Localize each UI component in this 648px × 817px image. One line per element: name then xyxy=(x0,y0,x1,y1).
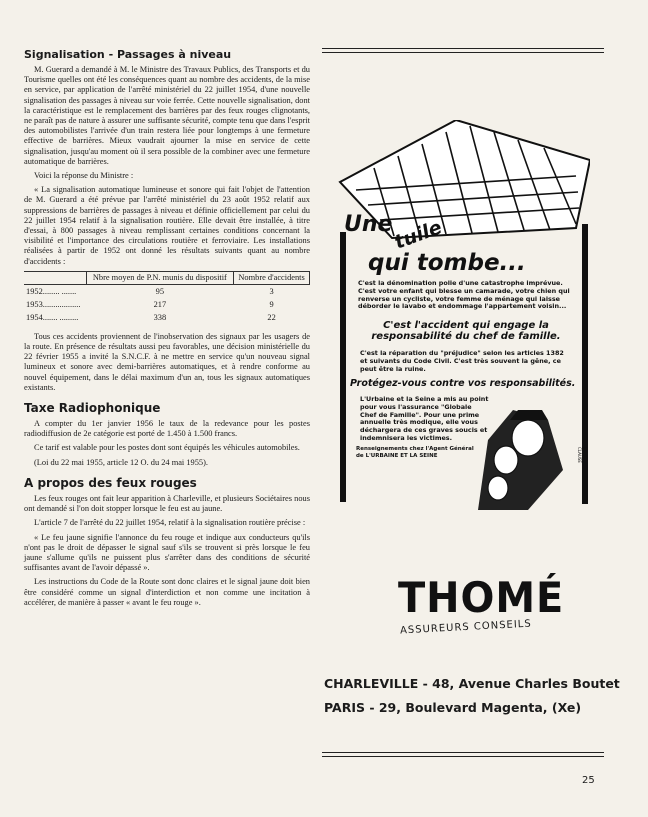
paragraph: M. Guerard a demandé à M. le Ministre des Travaux Publics, des Transports et du Tourisme quelles ont été les conséquences quant au nombre des accidents, de la mise en service, par application de l'arrêté ministériel du 22 juillet 1954, d'une nouvelle signalisation des passages à niveau sur voie ferrée. Cette nouvelle signalisation, dont la caractéristique est le remplacement des barrières par des feux rouges clignotants, ne paraît pas de nature à assurer une suffisante sécurité, compte tenu que dans l'esprit des automobilistes l'arrivée d'un train restera liée pour longtemps à une fermeture effective de barrières. Mieux vaudrait ajourner la mise en service de cette signalisation, jusqu'au moment où il sera possible de la combiner avec une fermeture automatique de barrières. xyxy=(24,65,310,166)
address-city: CHARLEVILLE xyxy=(324,676,419,691)
section-title-signalisation: Signalisation - Passages à niveau xyxy=(24,48,232,61)
table-cell: 3 xyxy=(269,286,274,296)
address-city: PARIS xyxy=(324,700,365,715)
table-row xyxy=(24,298,310,311)
table-header: Nombre d'accidents xyxy=(234,271,310,284)
ad-text: C'est la réparation du "préjudice" selon les articles 1382 et suivants du Code Civil. C'est très souvent la gêne, ce peut être la ruine. xyxy=(360,349,564,373)
paragraph: A compter du 1er janvier 1956 le taux de la redevance pour les postes radiodiffusion de 2e catégorie est porté de 1.450 à 1.500 francs. xyxy=(24,419,310,439)
ad-signature: JP-CLAUSE xyxy=(577,447,587,463)
paragraph: (Loi du 22 mai 1955, article 12 O. du 24 mai 1955). xyxy=(34,457,208,467)
ad-headline: tuile xyxy=(391,216,445,254)
ad-text: C'est la dénomination polie d'une catastrophe imprévue. C'est votre enfant qui blesse un camarade, votre chien qui renverse un cycliste, votre femme de ménage qui laisse déborder le lavabo et endommage l'appartement voisin... xyxy=(358,279,570,311)
table-cell: 217 xyxy=(153,299,167,309)
ad-text: L'Urbaine et la Seine a mis au point pour vous l'assurance "Globale Chef de Famille". Pour une prime annuelle très modique, elle vous déchargera de ces graves soucis et indemnisera les victimes. xyxy=(360,395,489,442)
table-row xyxy=(24,311,310,324)
address-paris xyxy=(324,700,581,715)
insurance-ad xyxy=(338,120,590,510)
paragraph: « Le feu jaune signifie l'annonce du feu rouge et indique aux conducteurs qu'ils n'ont pas le droit de dépasser le signal sauf s'ils se trouvent si près lorsque le feu jaune s'allume qu'ils ne puissent plus s'arrêter dans des conditions de sécurité suffisantes avant de l'avoir dépassé ». xyxy=(24,532,310,573)
table-header: Nbre moyen de P.N. munis du dispositif xyxy=(86,271,234,284)
table-row xyxy=(24,284,310,298)
accident-table xyxy=(24,271,310,324)
ad-headline: qui tombe... xyxy=(368,250,526,276)
address-street: - 48, Avenue Charles Boutet xyxy=(418,676,620,691)
section-title-feux: A propos des feux rouges xyxy=(24,475,197,490)
table-cell: 1954....... ......... xyxy=(26,312,79,322)
divider xyxy=(322,752,604,757)
divider xyxy=(322,48,604,53)
paragraph: Les feux rouges ont fait leur apparition à Charleville, et plusieurs Sociétaires nous ont demandé si l'on doit stopper lorsque le feu est au jaune. xyxy=(24,493,310,514)
section-title-taxe: Taxe Radiophonique xyxy=(24,401,161,416)
left-column xyxy=(24,48,310,612)
table-cell: 95 xyxy=(155,286,165,296)
table-header xyxy=(24,271,86,284)
ad-subhead: C'est l'accident qui engage la responsabilité du chef de famille. xyxy=(371,320,561,342)
agency-logo: THOMÉ xyxy=(398,573,565,622)
table-cell: 9 xyxy=(269,299,274,309)
paragraph: Les instructions du Code de la Route sont donc claires et le signal jaune doit bien être considéré comme un signal d'interdiction et non comme une incitation à accélérer, de manière à passer « avant le feu rouge ». xyxy=(24,577,310,607)
paragraph: Ce tarif est valable pour les postes dont sont équipés les véhicules automobiles. xyxy=(34,443,300,453)
paragraph: Tous ces accidents proviennent de l'inobservation des signaux par les usagers de la route. En présence de résultats aussi peu favorables, une décision ministérielle du 22 février 1955 a invité la S.N.C.F. à ne mettre en service qu'un nouveau signal lumineux et sonore avec demi-barrières automatiques, et à rendre conforme au nouvel équipement, dans le délai maximum d'un an, tous les signaux automatiques existants. xyxy=(24,331,310,392)
page-number: 25 xyxy=(582,775,595,786)
paragraph: « La signalisation automatique lumineuse et sonore qui fait l'objet de l'attention de M. Guerard a été prévue par l'arrêté ministériel du 23 août 1952 relatif aux suppressions de barrières de passages à niveau et définie officiellement par celui du 22 juillet 1954 relatif à la signalisation routière. Elle devait être installée, à titre d'essai, à 800 passages à niveau remplissant certaines conditions concernant la visibilité et l'importance des circulations routière et ferroviaire. Les installations réalisées à partir de 1952 ont donné les résultats suivants quant au nombre d'accidents : xyxy=(24,185,310,266)
address-street: - 29, Boulevard Magenta, (Xe) xyxy=(364,700,582,715)
ad-renseignements: Renseignements chez l'Agent Général de L'URBAINE ET LA SEINE xyxy=(356,446,474,459)
table-cell: 338 xyxy=(153,312,167,322)
ad-headline: Une xyxy=(344,212,393,237)
paragraph: L'article 7 de l'arrêté du 22 juillet 1954, relatif à la signalisation routière précise : xyxy=(34,518,306,528)
table-cell: 1952........ ....... xyxy=(26,286,77,296)
address-charleville xyxy=(324,676,620,691)
paragraph: Voici la réponse du Ministre : xyxy=(34,171,134,181)
ad-subhead: Protégez-vous contre vos responsabilités. xyxy=(350,378,576,389)
table-cell: 1953.................. xyxy=(26,299,81,309)
agency-tagline: ASSUREURS CONSEILS xyxy=(399,618,532,637)
table-cell: 22 xyxy=(267,312,276,322)
